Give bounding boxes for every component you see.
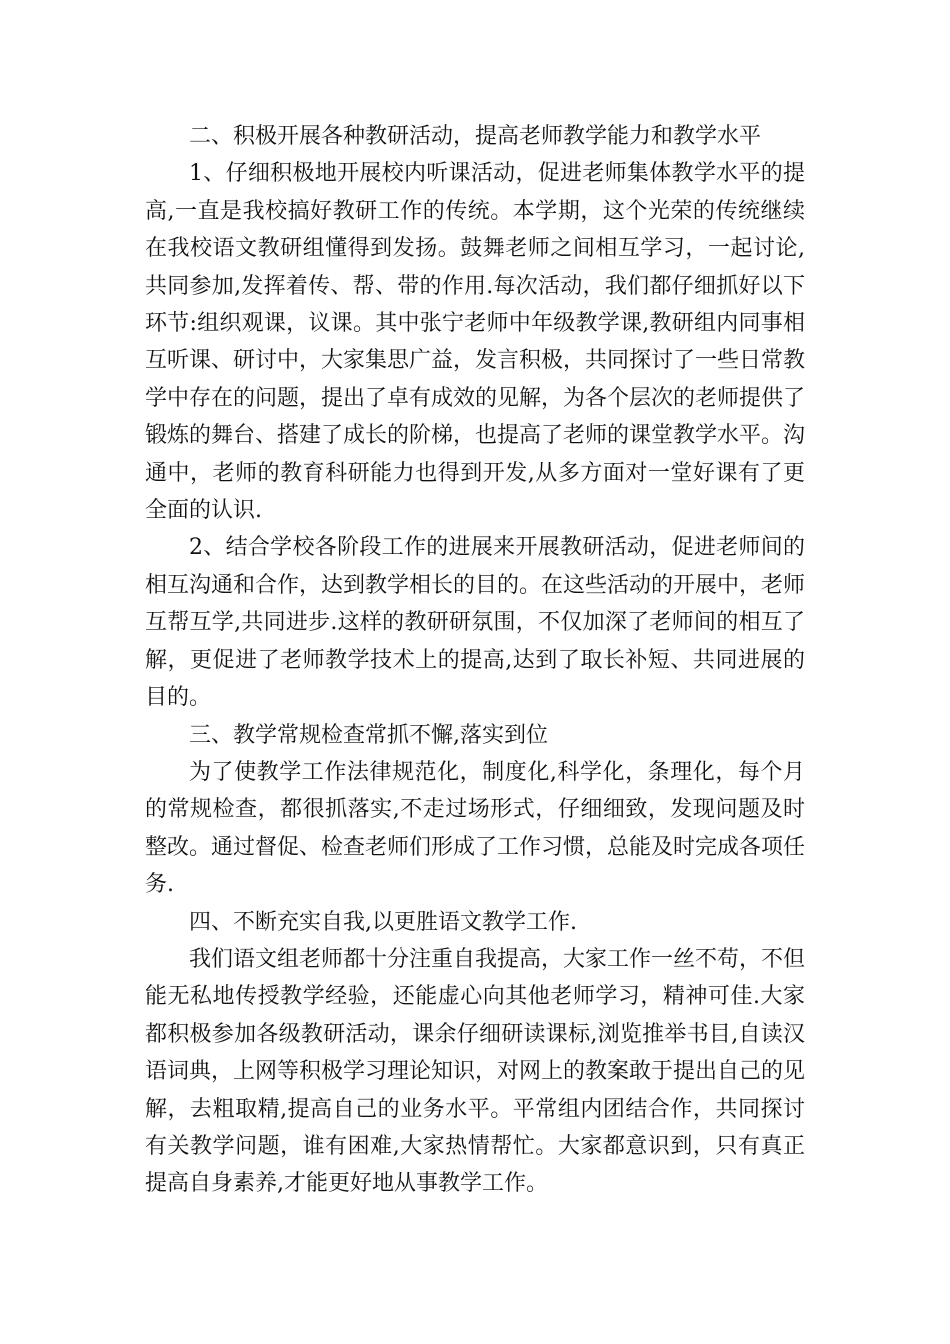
section-heading-3: 三、教学常规检查常抓不懈,落实到位 bbox=[189, 722, 548, 748]
paragraph-item-1: 1、仔细积极地开展校内听课活动，促进老师集体教学水平的提高,一直是我校搞好教研工作的传统。本学期，这个光荣的传统继续在我校语文教研组懂得到发扬。鼓舞老师之间相互学习，一起讨论,共同参加,发挥着传、帮、带的作用.每次活动，我们都仔细抓好以下环节:组织观课，议课。其中张宁老师中年级教学课,教研组内同事相互听课、研讨中，大家集思广益，发言积极，共同探讨了一些日常教学中存在的问题，提出了卓有成效的见解，为各个层次的老师提供了锻炼的舞台、搭建了成长的阶梯，也提高了老师的课堂教学水平。沟通中，老师的教育科研能力也得到开发,从多方面对一堂好课有了更全面的认识. bbox=[145, 161, 806, 524]
document-page bbox=[145, 118, 805, 1203]
section-heading-4: 四、不断充实自我,以更胜语文教学工作. bbox=[189, 909, 577, 935]
paragraph-routine-check: 为了使教学工作法律规范化，制度化,科学化，条理化，每个月的常规检查，都很抓落实,不走过场形式，仔细细致，发现问题及时整改。通过督促、检查老师们形成了工作习惯，总能及时完成各项任务. bbox=[145, 759, 806, 898]
paragraph-item-2: 2、结合学校各阶段工作的进展来开展教研活动，促进老师间的相互沟通和合作，达到教学相长的目的。在这些活动的开展中，老师互帮互学,共同进步.这样的教研研氛围，不仅加深了老师间的相互了解，更促进了老师教学技术上的提高,达到了取长补短、共同进展的目的。 bbox=[145, 535, 806, 711]
section-heading-2: 二、积极开展各种教研活动，提高老师教学能力和教学水平 bbox=[189, 124, 762, 149]
paragraph-self-improvement: 我们语文组老师都十分注重自我提高，大家工作一丝不苟，不但能无私地传授教学经验，还能虚心向其他老师学习，精神可佳.大家都积极参加各级教研活动，课余仔细研读课标,浏览推举书目,自读汉语词典，上网等积极学习理论知识，对网上的教案敢于提出自己的见解，去粗取精,提高自己的业务水平。平常组内团结合作，共同探讨有关教学问题，谁有困难,大家热情帮忙。大家都意识到，只有真正提高自身素养,才能更好地从事教学工作。 bbox=[145, 946, 806, 1197]
